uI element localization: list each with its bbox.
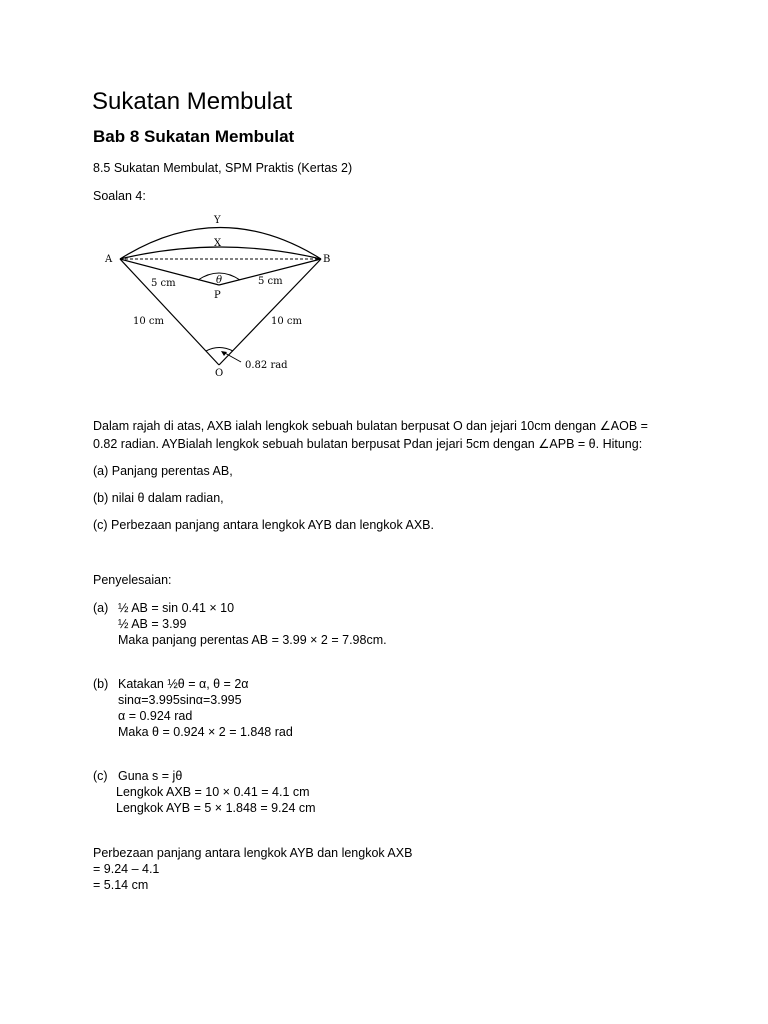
segment-ao xyxy=(120,259,219,365)
sol-b-label: (b) xyxy=(93,677,109,691)
sol-c-label: (c) xyxy=(93,769,108,783)
sol-c-line: Lengkok AYB = 5 × 1.848 = 9.24 cm xyxy=(116,801,316,815)
conclusion-line: = 9.24 – 4.1 xyxy=(93,862,160,876)
part-b: (b) nilai θ dalam radian, xyxy=(93,491,224,505)
angle-o-arc xyxy=(206,348,233,352)
page-title: Sukatan Membulat xyxy=(92,88,293,115)
sol-c-line: Lengkok AXB = 10 × 0.41 = 4.1 cm xyxy=(116,785,310,799)
sol-a-line: ½ AB = 3.99 xyxy=(118,617,187,631)
label-y: Y xyxy=(214,215,221,226)
solution-label: Penyelesaian: xyxy=(93,573,172,587)
label-angle-o: 0.82 rad xyxy=(245,360,288,371)
label-a: A xyxy=(105,254,113,265)
sol-b-line: Maka θ = 0.924 × 2 = 1.848 rad xyxy=(118,725,293,739)
label-o: O xyxy=(215,368,224,379)
sol-a-label: (a) xyxy=(93,601,109,615)
problem-line-1: Dalam rajah di atas, AXB ialah lengkok sebuah bulatan berpusat O dan jejari 10cm dengan ∠AOB = xyxy=(93,419,648,433)
label-bo-length: 10 cm xyxy=(271,316,302,327)
label-ap-length: 5 cm xyxy=(151,278,176,289)
section-subheading: 8.5 Sukatan Membulat, SPM Praktis (Kertas 2) xyxy=(93,161,353,175)
part-c: (c) Perbezaan panjang antara lengkok AYB dan lengkok AXB. xyxy=(93,518,434,532)
segment-bo xyxy=(219,259,321,365)
label-x: X xyxy=(214,238,222,249)
sol-b-line: Katakan ½θ = α, θ = 2α xyxy=(118,677,249,691)
label-ao-length: 10 cm xyxy=(133,316,164,327)
sol-a-line: ½ AB = sin 0.41 × 10 xyxy=(118,601,235,615)
label-theta: θ xyxy=(216,275,223,286)
label-pb-length: 5 cm xyxy=(258,276,283,287)
sol-a-line: Maka panjang perentas AB = 3.99 × 2 = 7.98cm. xyxy=(118,633,387,647)
sol-b-line: sinα=3.995sinα=3.995 xyxy=(118,693,242,707)
sol-b-line: α = 0.924 rad xyxy=(118,709,193,723)
chapter-heading: Bab 8 Sukatan Membulat xyxy=(93,127,295,146)
sol-c-line: Guna s = jθ xyxy=(118,769,183,783)
part-a: (a) Panjang perentas AB, xyxy=(93,464,233,478)
question-label: Soalan 4: xyxy=(93,189,146,203)
problem-line-2: 0.82 radian. AYBialah lengkok sebuah bulatan berpusat Pdan jejari 5cm dengan ∠APB = θ. Hitung: xyxy=(93,437,643,451)
conclusion-line: = 5.14 cm xyxy=(93,878,149,892)
label-b: B xyxy=(323,254,331,265)
sector-diagram xyxy=(95,210,345,380)
conclusion-line: Perbezaan panjang antara lengkok AYB dan lengkok AXB xyxy=(93,846,413,860)
label-p: P xyxy=(214,290,221,301)
